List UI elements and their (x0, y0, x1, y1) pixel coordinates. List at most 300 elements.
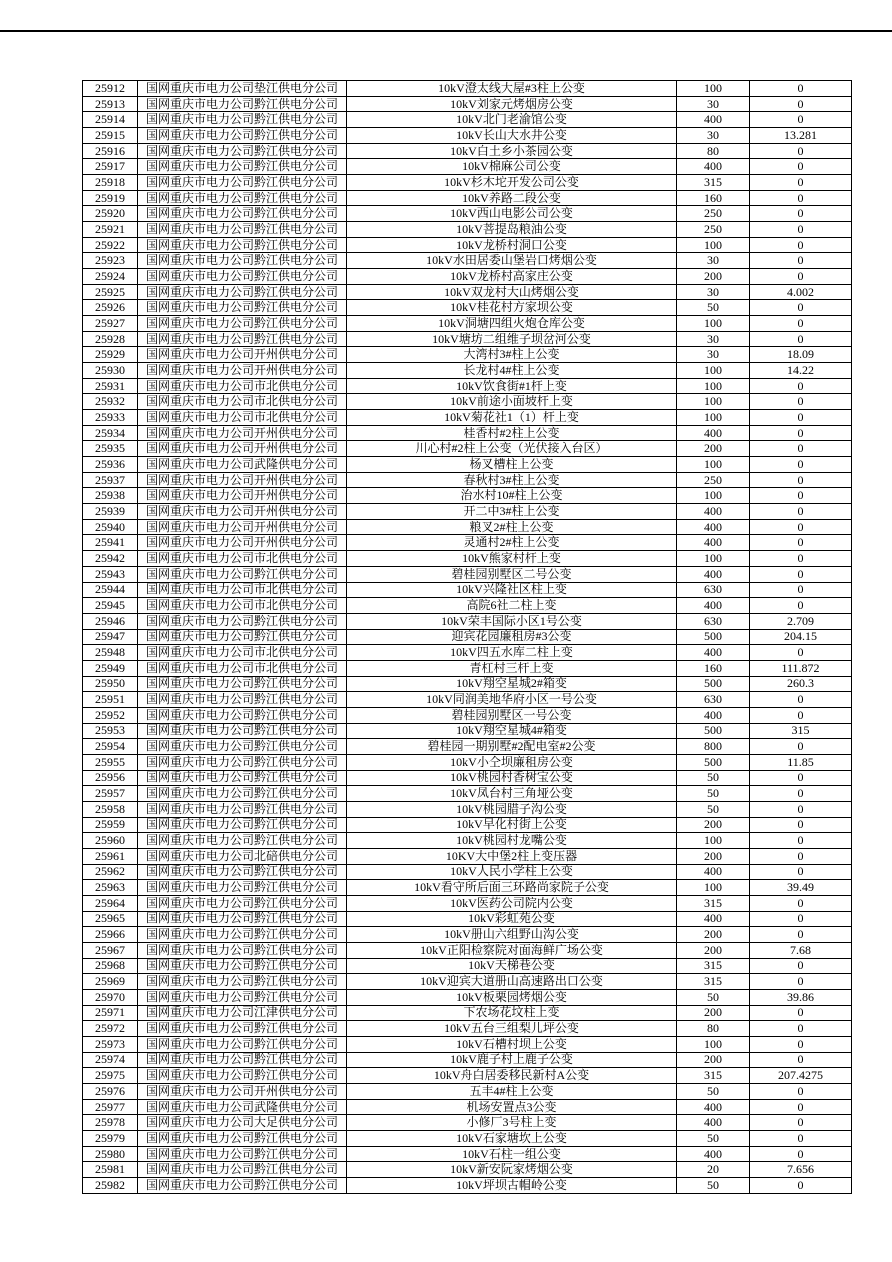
table-cell: 25952 (83, 707, 138, 723)
table-row (83, 989, 852, 1005)
table-cell: 0 (750, 1131, 852, 1147)
table-cell: 10kV迎宾大道册山高速路出口公变 (347, 974, 677, 990)
table-row (83, 864, 852, 880)
table-cell: 25969 (83, 974, 138, 990)
table-cell: 4.002 (750, 284, 852, 300)
table-cell: 国网重庆市电力公司黔江供电分公司 (138, 284, 347, 300)
table-cell: 25941 (83, 535, 138, 551)
table-cell: 18.09 (750, 347, 852, 363)
table-cell: 500 (677, 676, 750, 692)
table-cell: 青杠村三杆上变 (347, 660, 677, 676)
table-cell: 100 (677, 316, 750, 332)
table-cell: 国网重庆市电力公司黔江供电分公司 (138, 770, 347, 786)
table-cell: 0 (750, 848, 852, 864)
table-cell: 50 (677, 300, 750, 316)
table-cell: 80 (677, 143, 750, 159)
table-cell: 400 (677, 535, 750, 551)
table-row (83, 833, 852, 849)
table-cell: 100 (677, 880, 750, 896)
table-cell: 国网重庆市电力公司黔江供电分公司 (138, 911, 347, 927)
table-cell: 0 (750, 269, 852, 285)
table-cell: 25973 (83, 1036, 138, 1052)
table-row (83, 378, 852, 394)
table-cell: 25932 (83, 394, 138, 410)
table-cell: 10kV长山大水井公变 (347, 128, 677, 144)
table-cell: 25955 (83, 754, 138, 770)
table-cell: 260.3 (750, 676, 852, 692)
table-cell: 杨叉槽柱上公变 (347, 457, 677, 473)
table-row (83, 817, 852, 833)
table-cell: 30 (677, 331, 750, 347)
table-cell: 500 (677, 754, 750, 770)
table-cell: 25945 (83, 598, 138, 614)
table-cell: 10kV白土乡小茶园公变 (347, 143, 677, 159)
table-cell: 国网重庆市电力公司黔江供电分公司 (138, 629, 347, 645)
table-cell: 10kV塘坊二组维子坝岔河公变 (347, 331, 677, 347)
table-cell: 10kV早化村街上公变 (347, 817, 677, 833)
table-cell: 0 (750, 692, 852, 708)
table-cell: 25918 (83, 175, 138, 191)
table-cell: 国网重庆市电力公司黔江供电分公司 (138, 206, 347, 222)
table-cell: 国网重庆市电力公司黔江供电分公司 (138, 801, 347, 817)
table-cell: 国网重庆市电力公司市北供电分公司 (138, 551, 347, 567)
table-cell: 0 (750, 331, 852, 347)
table-cell: 0 (750, 175, 852, 191)
table-cell: 25959 (83, 817, 138, 833)
table-cell: 25953 (83, 723, 138, 739)
table-cell: 开二中3#柱上公变 (347, 504, 677, 520)
table-cell: 0 (750, 1021, 852, 1037)
table-cell: 0 (750, 143, 852, 159)
table-cell: 10kV石柱一组公变 (347, 1146, 677, 1162)
table-cell: 315 (750, 723, 852, 739)
table-cell: 10kV洞塘四组火炮仓库公变 (347, 316, 677, 332)
table-row (83, 206, 852, 222)
table-cell: 迎宾花园廉租房#3公变 (347, 629, 677, 645)
table-cell: 国网重庆市电力公司垫江供电分公司 (138, 81, 347, 97)
table-cell: 11.85 (750, 754, 852, 770)
table-row (83, 927, 852, 943)
table-cell: 国网重庆市电力公司黔江供电分公司 (138, 754, 347, 770)
table-cell: 400 (677, 1099, 750, 1115)
table-row (83, 739, 852, 755)
table-cell: 25968 (83, 958, 138, 974)
table-cell: 灵通村2#柱上公变 (347, 535, 677, 551)
table-row (83, 566, 852, 582)
table-cell: 200 (677, 1052, 750, 1068)
table-cell: 10kV桃园腊子沟公变 (347, 801, 677, 817)
table-cell: 0 (750, 81, 852, 97)
table-cell: 25979 (83, 1131, 138, 1147)
table-cell: 0 (750, 786, 852, 802)
table-cell: 下农场花坟柱上变 (347, 1005, 677, 1021)
table-cell: 0 (750, 911, 852, 927)
table-row (83, 347, 852, 363)
table-cell: 25958 (83, 801, 138, 817)
table-cell: 国网重庆市电力公司黔江供电分公司 (138, 739, 347, 755)
table-cell: 30 (677, 128, 750, 144)
table-cell: 315 (677, 958, 750, 974)
table-cell: 13.281 (750, 128, 852, 144)
table-row (83, 253, 852, 269)
table-cell: 国网重庆市电力公司黔江供电分公司 (138, 974, 347, 990)
table-cell: 25974 (83, 1052, 138, 1068)
table-cell: 0 (750, 1036, 852, 1052)
table-cell: 高院6社二柱上变 (347, 598, 677, 614)
table-cell: 10kV杉木坨开发公司公变 (347, 175, 677, 191)
table-cell: 7.68 (750, 942, 852, 958)
table-cell: 25916 (83, 143, 138, 159)
table-cell: 春秋村3#柱上公变 (347, 472, 677, 488)
table-row (83, 723, 852, 739)
table-cell: 10kV养路二段公变 (347, 190, 677, 206)
table-row (83, 284, 852, 300)
table-cell: 0 (750, 958, 852, 974)
table-cell: 25928 (83, 331, 138, 347)
table-cell: 10kV兴隆社区柱上变 (347, 582, 677, 598)
table-row (83, 707, 852, 723)
table-cell: 国网重庆市电力公司黔江供电分公司 (138, 613, 347, 629)
table-cell: 0 (750, 801, 852, 817)
table-cell: 25975 (83, 1068, 138, 1084)
table-cell: 25967 (83, 942, 138, 958)
table-cell: 400 (677, 707, 750, 723)
table-cell: 国网重庆市电力公司黔江供电分公司 (138, 927, 347, 943)
table-cell: 10kV天梯巷公变 (347, 958, 677, 974)
table-cell: 315 (677, 974, 750, 990)
table-cell: 国网重庆市电力公司黔江供电分公司 (138, 112, 347, 128)
table-row (83, 1162, 852, 1178)
table-cell: 50 (677, 1131, 750, 1147)
table-cell: 400 (677, 566, 750, 582)
table-cell: 国网重庆市电力公司黔江供电分公司 (138, 1036, 347, 1052)
table-cell: 国网重庆市电力公司市北供电分公司 (138, 394, 347, 410)
table-cell: 国网重庆市电力公司黔江供电分公司 (138, 786, 347, 802)
table-cell: 国网重庆市电力公司黔江供电分公司 (138, 707, 347, 723)
table-cell: 315 (677, 895, 750, 911)
table-cell: 25977 (83, 1099, 138, 1115)
table-cell: 25949 (83, 660, 138, 676)
table-cell: 25963 (83, 880, 138, 896)
table-cell: 国网重庆市电力公司开州供电分公司 (138, 425, 347, 441)
table-cell: 10kV龙桥村洞口公变 (347, 237, 677, 253)
table-cell: 国网重庆市电力公司黔江供电分公司 (138, 895, 347, 911)
table-cell: 0 (750, 1052, 852, 1068)
table-cell: 国网重庆市电力公司黔江供电分公司 (138, 143, 347, 159)
table-cell: 10kV熊家村杆上变 (347, 551, 677, 567)
table-cell: 0 (750, 927, 852, 943)
table-cell: 30 (677, 253, 750, 269)
table-cell: 50 (677, 770, 750, 786)
table-cell: 0 (750, 833, 852, 849)
table-cell: 25935 (83, 441, 138, 457)
table-row (83, 848, 852, 864)
table-cell: 国网重庆市电力公司黔江供电分公司 (138, 817, 347, 833)
table-row (83, 237, 852, 253)
table-row (83, 425, 852, 441)
table-cell: 长龙村4#柱上公变 (347, 363, 677, 379)
table-cell: 25948 (83, 645, 138, 661)
table-cell: 0 (750, 1115, 852, 1131)
table-row (83, 175, 852, 191)
table-cell: 国网重庆市电力公司黔江供电分公司 (138, 692, 347, 708)
table-cell: 国网重庆市电力公司黔江供电分公司 (138, 723, 347, 739)
table-cell: 国网重庆市电力公司黔江供电分公司 (138, 880, 347, 896)
table-cell: 25938 (83, 488, 138, 504)
table-cell: 0 (750, 535, 852, 551)
table-cell: 10kV荣丰国际小区1号公变 (347, 613, 677, 629)
table-cell: 国网重庆市电力公司黔江供电分公司 (138, 253, 347, 269)
table-cell: 50 (677, 786, 750, 802)
table-cell: 100 (677, 457, 750, 473)
table-cell: 10kV册山六组野山沟公变 (347, 927, 677, 943)
table-row (83, 582, 852, 598)
table-cell: 25947 (83, 629, 138, 645)
table-cell: 国网重庆市电力公司黔江供电分公司 (138, 1052, 347, 1068)
table-cell: 10kV正阳检察院对面海鲜广场公变 (347, 942, 677, 958)
table-cell: 400 (677, 1146, 750, 1162)
table-cell: 25913 (83, 96, 138, 112)
table-cell: 国网重庆市电力公司黔江供电分公司 (138, 175, 347, 191)
table-row (83, 911, 852, 927)
table-cell: 国网重庆市电力公司黔江供电分公司 (138, 96, 347, 112)
table-row (83, 488, 852, 504)
table-cell: 10kV五台三组梨儿坪公变 (347, 1021, 677, 1037)
table-cell: 10kV澄太线大屋#3柱上公变 (347, 81, 677, 97)
table-cell: 0 (750, 410, 852, 426)
table-cell: 100 (677, 410, 750, 426)
table-cell: 国网重庆市电力公司黔江供电分公司 (138, 1131, 347, 1147)
table-cell: 30 (677, 347, 750, 363)
table-cell: 25923 (83, 253, 138, 269)
table-row (83, 974, 852, 990)
table-row (83, 801, 852, 817)
table-cell: 400 (677, 425, 750, 441)
table-body (83, 81, 852, 1194)
table-cell: 50 (677, 1084, 750, 1100)
table-cell: 0 (750, 895, 852, 911)
table-cell: 80 (677, 1021, 750, 1037)
table-cell: 国网重庆市电力公司大足供电分公司 (138, 1115, 347, 1131)
table-cell: 0 (750, 441, 852, 457)
table-cell: 200 (677, 817, 750, 833)
table-cell: 0 (750, 96, 852, 112)
table-row (83, 441, 852, 457)
table-cell: 0 (750, 598, 852, 614)
table-cell: 五丰4#柱上公变 (347, 1084, 677, 1100)
table-cell: 25939 (83, 504, 138, 520)
table-cell: 400 (677, 519, 750, 535)
table-cell: 25951 (83, 692, 138, 708)
table-cell: 39.86 (750, 989, 852, 1005)
table-cell: 0 (750, 316, 852, 332)
table-cell: 25971 (83, 1005, 138, 1021)
table-cell: 25940 (83, 519, 138, 535)
table-cell: 10kV翔空星城2#箱变 (347, 676, 677, 692)
table-cell: 630 (677, 692, 750, 708)
table-cell: 160 (677, 190, 750, 206)
table-cell: 25924 (83, 269, 138, 285)
table-row (83, 112, 852, 128)
table-cell: 国网重庆市电力公司市北供电分公司 (138, 582, 347, 598)
table-cell: 0 (750, 519, 852, 535)
table-cell: 25915 (83, 128, 138, 144)
table-cell: 400 (677, 504, 750, 520)
table-cell: 国网重庆市电力公司开州供电分公司 (138, 504, 347, 520)
table-cell: 0 (750, 1005, 852, 1021)
table-cell: 100 (677, 394, 750, 410)
table-cell: 国网重庆市电力公司黔江供电分公司 (138, 833, 347, 849)
table-cell: 0 (750, 378, 852, 394)
table-cell: 400 (677, 911, 750, 927)
table-cell: 国网重庆市电力公司黔江供电分公司 (138, 566, 347, 582)
table-cell: 25981 (83, 1162, 138, 1178)
table-cell: 0 (750, 582, 852, 598)
table-row (83, 1115, 852, 1131)
table-row (83, 519, 852, 535)
table-cell: 0 (750, 739, 852, 755)
table-row (83, 128, 852, 144)
table-cell: 国网重庆市电力公司黔江供电分公司 (138, 1021, 347, 1037)
table-row (83, 363, 852, 379)
table-cell: 0 (750, 1146, 852, 1162)
table-row (83, 81, 852, 97)
table-row (83, 1005, 852, 1021)
table-cell: 200 (677, 269, 750, 285)
table-cell: 25921 (83, 222, 138, 238)
table-row (83, 880, 852, 896)
table-cell: 国网重庆市电力公司开州供电分公司 (138, 1084, 347, 1100)
table-cell: 国网重庆市电力公司黔江供电分公司 (138, 989, 347, 1005)
table-cell: 10kV桃园村香树宝公变 (347, 770, 677, 786)
table-cell: 250 (677, 472, 750, 488)
table-cell: 10kV西山电影公司公变 (347, 206, 677, 222)
table-cell: 0 (750, 504, 852, 520)
table-cell: 0 (750, 425, 852, 441)
top-rule-divider (0, 30, 892, 32)
table-cell: 国网重庆市电力公司江津供电分公司 (138, 1005, 347, 1021)
table-cell: 30 (677, 284, 750, 300)
table-cell: 400 (677, 864, 750, 880)
table-cell: 39.49 (750, 880, 852, 896)
table-cell: 0 (750, 457, 852, 473)
table-cell: 10kV石槽村坝上公变 (347, 1036, 677, 1052)
table-row (83, 1099, 852, 1115)
table-cell: 200 (677, 441, 750, 457)
table-cell: 10kV棉麻公司公变 (347, 159, 677, 175)
table-row (83, 535, 852, 551)
table-cell: 0 (750, 472, 852, 488)
table-cell: 10kV桃园村龙嘴公变 (347, 833, 677, 849)
table-cell: 25960 (83, 833, 138, 849)
table-cell: 400 (677, 112, 750, 128)
table-row (83, 629, 852, 645)
table-cell: 25964 (83, 895, 138, 911)
table-cell: 630 (677, 613, 750, 629)
table-cell: 25929 (83, 347, 138, 363)
table-cell: 10kV龙桥村高家庄公变 (347, 269, 677, 285)
table-cell: 10kV人民小学柱上公变 (347, 864, 677, 880)
table-cell: 25920 (83, 206, 138, 222)
table-cell: 10kV菊花社1（1）杆上变 (347, 410, 677, 426)
table-cell: 25917 (83, 159, 138, 175)
table-cell: 碧桂园别墅区二号公变 (347, 566, 677, 582)
table-cell: 国网重庆市电力公司市北供电分公司 (138, 645, 347, 661)
table-cell: 10kV舟白居委移民新村A公变 (347, 1068, 677, 1084)
table-cell: 200 (677, 927, 750, 943)
table-cell: 0 (750, 1099, 852, 1115)
table-cell: 10kV坪坝古帽岭公变 (347, 1178, 677, 1194)
table-cell: 400 (677, 645, 750, 661)
table-cell: 25957 (83, 786, 138, 802)
table-cell: 10kV板栗园烤烟公变 (347, 989, 677, 1005)
table-cell: 0 (750, 645, 852, 661)
table-row (83, 143, 852, 159)
table-cell: 0 (750, 159, 852, 175)
table-cell: 500 (677, 629, 750, 645)
table-cell: 25943 (83, 566, 138, 582)
table-cell: 10kV桂花村方家坝公变 (347, 300, 677, 316)
table-cell: 0 (750, 190, 852, 206)
table-cell: 国网重庆市电力公司开州供电分公司 (138, 488, 347, 504)
table-row (83, 504, 852, 520)
table-cell: 10kV彩虹苑公变 (347, 911, 677, 927)
table-cell: 204.15 (750, 629, 852, 645)
table-cell: 小修厂3号柱上变 (347, 1115, 677, 1131)
table-cell: 20 (677, 1162, 750, 1178)
table-row (83, 269, 852, 285)
table-cell: 10kV四五水库二柱上变 (347, 645, 677, 661)
table-cell: 25922 (83, 237, 138, 253)
table-cell: 160 (677, 660, 750, 676)
table-cell: 50 (677, 801, 750, 817)
table-cell: 国网重庆市电力公司市北供电分公司 (138, 378, 347, 394)
table-cell: 10kV同润美地华府小区一号公变 (347, 692, 677, 708)
table-cell: 国网重庆市电力公司黔江供电分公司 (138, 190, 347, 206)
table-cell: 25936 (83, 457, 138, 473)
table-cell: 10kV刘家元烤烟房公变 (347, 96, 677, 112)
table-cell: 25912 (83, 81, 138, 97)
table-cell: 国网重庆市电力公司开州供电分公司 (138, 535, 347, 551)
table-cell: 国网重庆市电力公司黔江供电分公司 (138, 159, 347, 175)
table-cell: 200 (677, 1005, 750, 1021)
table-cell: 800 (677, 739, 750, 755)
table-cell: 25926 (83, 300, 138, 316)
table-cell: 0 (750, 300, 852, 316)
table-cell: 国网重庆市电力公司黔江供电分公司 (138, 269, 347, 285)
table-row (83, 1052, 852, 1068)
table-row (83, 300, 852, 316)
table-container (82, 80, 838, 1194)
table-cell: 国网重庆市电力公司黔江供电分公司 (138, 1178, 347, 1194)
table-row (83, 394, 852, 410)
table-cell: 国网重庆市电力公司黔江供电分公司 (138, 300, 347, 316)
table-cell: 国网重庆市电力公司开州供电分公司 (138, 347, 347, 363)
table-cell: 国网重庆市电力公司黔江供电分公司 (138, 942, 347, 958)
table-cell: 0 (750, 770, 852, 786)
table-row (83, 598, 852, 614)
table-row (83, 786, 852, 802)
table-cell: 25980 (83, 1146, 138, 1162)
table-cell: 100 (677, 551, 750, 567)
table-cell: 100 (677, 237, 750, 253)
table-row (83, 222, 852, 238)
table-cell: 111.872 (750, 660, 852, 676)
table-cell: 207.4275 (750, 1068, 852, 1084)
table-cell: 国网重庆市电力公司黔江供电分公司 (138, 128, 347, 144)
table-cell: 10kV医药公司院内公变 (347, 895, 677, 911)
table-cell: 25962 (83, 864, 138, 880)
